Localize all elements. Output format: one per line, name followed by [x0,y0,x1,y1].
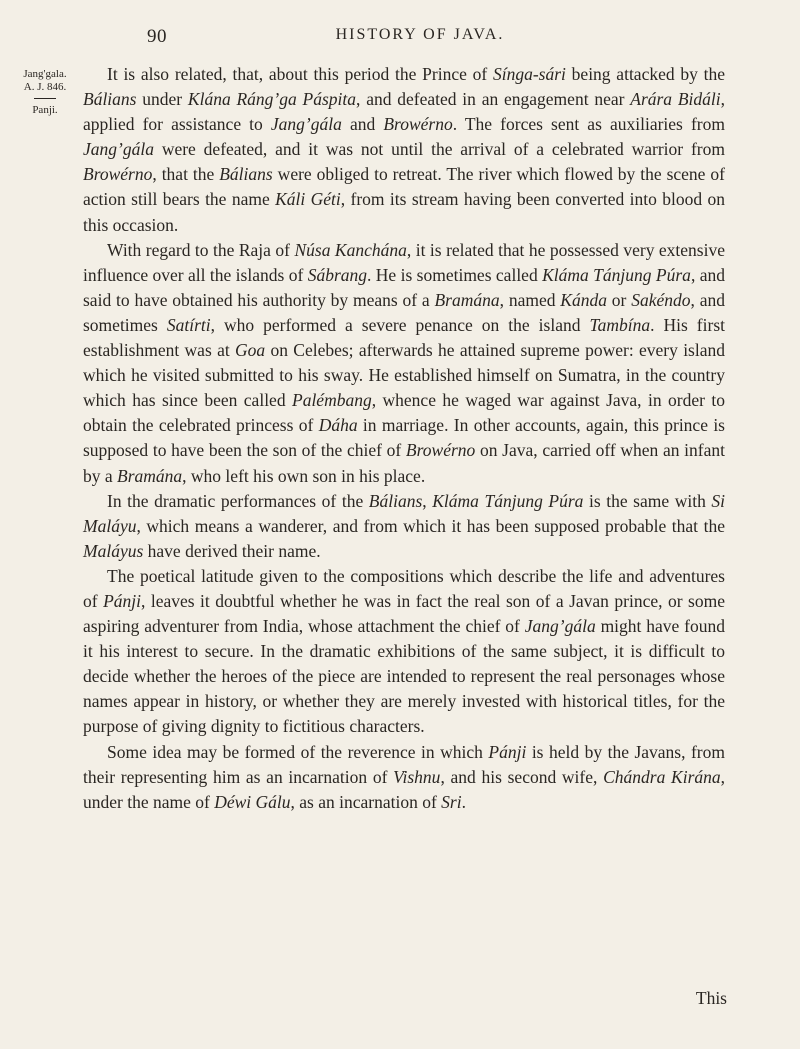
text-run: It is also related, that, about this period the Prince of [107,64,493,84]
italic-term: Bramána [434,289,500,310]
italic-term: Jang’gála [83,139,154,160]
italic-term: Browérno [83,164,153,185]
text-run: , and defeated in an engagement near [356,89,631,110]
italic-term: Káli Géti [275,189,341,210]
text-run: under [136,89,188,110]
margin-note-panji: Panji. [32,104,58,116]
italic-term: Déwi Gálu [214,791,291,812]
text-run: Some idea may be formed of the reverence in which [107,741,489,762]
italic-term: Dáha [318,415,358,436]
running-head: HISTORY OF JAVA. [335,26,505,43]
text-run: on Celebes; afterwards he attained supreme power: every island which he visited submitted to his sway. He established himself on Sumatra, in the country which has since been called [83,340,725,411]
text-run: is held by the Javans, from their representing him as an incarnation of [83,741,725,787]
italic-term: Maláyus [83,540,144,561]
text-run: , and his second wife, [440,766,604,787]
text-run: , applied for assistance to [83,89,726,135]
text-run: have derived their name. [143,540,321,561]
text-run: might have found it his interest to secure. In the dramatic exhibitions of the same subject, it is difficult to decide whether the heroes of the piece are intended to represent the real personages whose names appear in history, or whether they are merely invested with historical titles, for the purpose of giving dignity to fictitious characters. [83,616,725,737]
body-text [83,62,725,815]
text-run: , under the name of [83,766,725,812]
text-run: or [606,289,632,310]
italic-term: Klána Ráng’ga Páspita [187,89,357,110]
text-run: , from its stream having been converted into blood on this occasion. [83,189,725,235]
italic-term: Sínga-sári [492,64,566,84]
text-run: being attacked by the [565,64,725,84]
text-run: . The forces sent as auxiliaries from [452,114,725,135]
text-run: . His first establishment was at [83,314,725,361]
italic-term: Browérno [383,114,453,135]
paragraph [83,564,725,740]
italic-term: Bálians [219,164,273,185]
italic-term: Núsa Kanchána [294,239,407,260]
paragraph [83,238,725,489]
text-run: , who left his own son in his place. [182,465,426,486]
text-run: . He is sometimes called [367,264,543,285]
text-run: in marriage. In other accounts, again, this prince is supposed to have been the son of the chief of [83,415,725,461]
text-run: . [461,791,466,812]
italic-term: Goa [235,340,266,361]
text-run: , and said to have obtained his authority by means of a [83,264,725,310]
italic-term: Jang’gála [524,616,596,637]
italic-term: Pánji [488,741,527,762]
text-run: and [341,114,384,135]
text-run: With regard to the Raja of [107,239,295,260]
text-run: , which means a wanderer, and from which it has been supposed probable that the [136,515,725,536]
italic-term: Jang’gála [270,114,342,135]
italic-term: Palémbang [292,390,372,411]
margin-notes [20,68,70,117]
text-run: , as an incarnation of [290,791,442,812]
text-run: on Java, carried off when an infant by a [83,440,725,486]
margin-note-year: A. J. 846. [23,81,67,93]
text-run: , and sometimes [83,289,725,335]
italic-term: Pánji [103,590,141,611]
page-number: 90 [147,26,167,47]
italic-term: Kánda [560,289,607,310]
italic-term: Bramána [117,465,183,486]
paragraph [83,489,725,564]
italic-term: Satírti [166,314,211,335]
italic-term: Bálians [368,490,423,511]
italic-term: Tambína [589,314,651,335]
text-run: is the same with [583,490,712,511]
italic-term: Sri [441,791,462,812]
text-run: The poetical latitude given to the compositions which describe the life and adventures of [83,565,725,611]
text-run: , it is related that he possessed very extensive influence over all the islands of [83,239,725,285]
text-run: , that the [152,164,220,185]
italic-term: Bálians [83,89,137,110]
italic-term: Sábrang [307,264,367,285]
text-run: In the dramatic performances of the [107,490,369,511]
margin-divider [34,98,56,99]
italic-term: Kláma Tánjung Púra [542,264,691,285]
text-run: , who performed a severe penance on the island [210,314,590,335]
paragraph [83,740,725,815]
italic-term: Vishnu [393,766,441,787]
text-run: , whence he waged war against Java, in order to obtain the celebrated princess of [83,390,725,436]
italic-term: Sakéndo [631,289,691,310]
italic-term: Browérno [405,440,476,461]
italic-term: Arára Bidáli [630,89,721,110]
margin-note-janggala: Jang'gala. [23,68,67,80]
text-run: were defeated, and it was not until the arrival of a celebrated warrior from [153,139,725,160]
catchword: This [695,988,727,1008]
paragraph [83,62,725,238]
text-run: , [422,490,433,511]
text-run: , named [499,289,561,310]
italic-term: Kláma Tánjung Púra [432,490,584,511]
text-run: , leaves it doubtful whether he was in fact the real son of a Javan prince, or some aspiring adventurer from India, whose attachment the chief of [83,590,725,637]
italic-term: Chándra Kirána [603,766,721,787]
italic-term: Si Maláyu [83,490,726,536]
text-run: were obliged to retreat. The river which flowed by the scene of action still bears the name [83,164,725,210]
